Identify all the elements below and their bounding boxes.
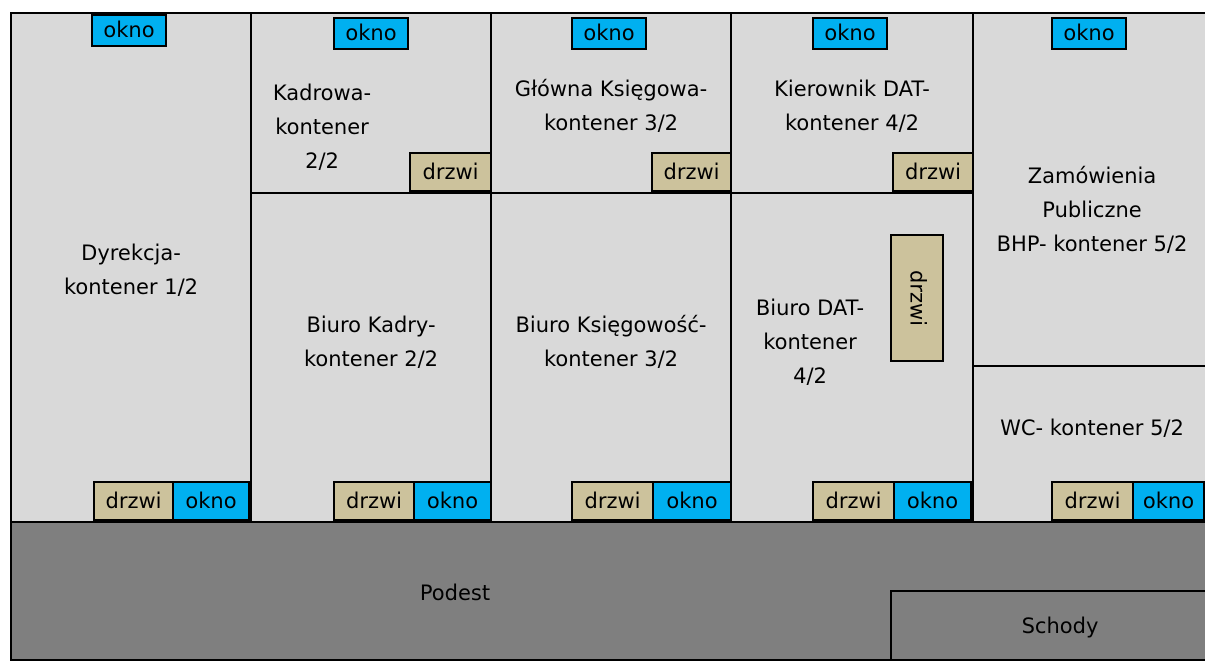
label-biuro-ksiegowosc: [492, 302, 730, 382]
window-top-5: okno: [1051, 17, 1127, 50]
label-line: Schody: [1021, 614, 1099, 638]
label-line: 4/2: [793, 364, 827, 388]
window-bottom-4: okno: [893, 481, 972, 521]
label-line: kontener 4/2: [784, 111, 920, 135]
label-line: kontener 1/2: [63, 275, 199, 299]
label-dyrekcja: [12, 230, 250, 310]
door-bottom-2: drzwi: [333, 481, 415, 521]
window-bottom-1: okno: [172, 481, 250, 521]
label-line: kontener: [275, 115, 369, 139]
label-glowna-ksiegowa: [492, 66, 730, 146]
label-line: BHP- kontener 5/2: [996, 232, 1188, 256]
label-zamowienia: [974, 152, 1205, 268]
label-line: Główna Księgowa-: [514, 77, 708, 101]
door-kadrowa: drzwi: [409, 152, 492, 192]
door-kierownik-dat: drzwi: [892, 152, 974, 192]
window-top-3: okno: [571, 17, 647, 50]
label-line: Publiczne: [1042, 198, 1142, 222]
window-bottom-5: okno: [1132, 481, 1205, 521]
label-line: kontener 3/2: [543, 111, 679, 135]
door-bottom-3: drzwi: [571, 481, 654, 521]
label-podest: [350, 575, 560, 611]
label-line: Kierownik DAT-: [774, 77, 930, 101]
label-biuro-dat: [740, 284, 880, 400]
label-line: Biuro Księgowość-: [515, 313, 707, 337]
window-top-1: okno: [91, 14, 167, 47]
door-biuro-dat-vertical: drzwi: [890, 234, 944, 362]
label-line: Dyrekcja-: [81, 241, 181, 265]
label-line: Kadrowa-: [272, 81, 372, 105]
door-bottom-4: drzwi: [812, 481, 895, 521]
door-bottom-1: drzwi: [93, 481, 174, 521]
label-line: WC- kontener 5/2: [1000, 416, 1184, 440]
label-schody: [960, 608, 1160, 644]
label-kierownik-dat: [732, 66, 972, 146]
label-line: kontener 2/2: [303, 347, 439, 371]
window-top-2: okno: [333, 17, 409, 50]
label-line: Zamówienia: [1027, 164, 1157, 188]
label-line: 2/2: [305, 149, 339, 173]
label-line: Biuro DAT-: [755, 296, 865, 320]
label-biuro-kadry: [252, 302, 490, 382]
label-line: kontener: [763, 330, 857, 354]
window-bottom-3: okno: [652, 481, 732, 521]
window-top-4: okno: [812, 17, 888, 50]
label-kadrowa: [262, 68, 382, 186]
window-bottom-2: okno: [413, 481, 492, 521]
label-wc: [974, 408, 1205, 448]
door-bottom-5: drzwi: [1051, 481, 1134, 521]
label-line: Biuro Kadry-: [306, 313, 436, 337]
label-line: Podest: [419, 581, 491, 605]
door-glowna-ksiegowa: drzwi: [651, 152, 732, 192]
label-line: kontener 3/2: [543, 347, 679, 371]
